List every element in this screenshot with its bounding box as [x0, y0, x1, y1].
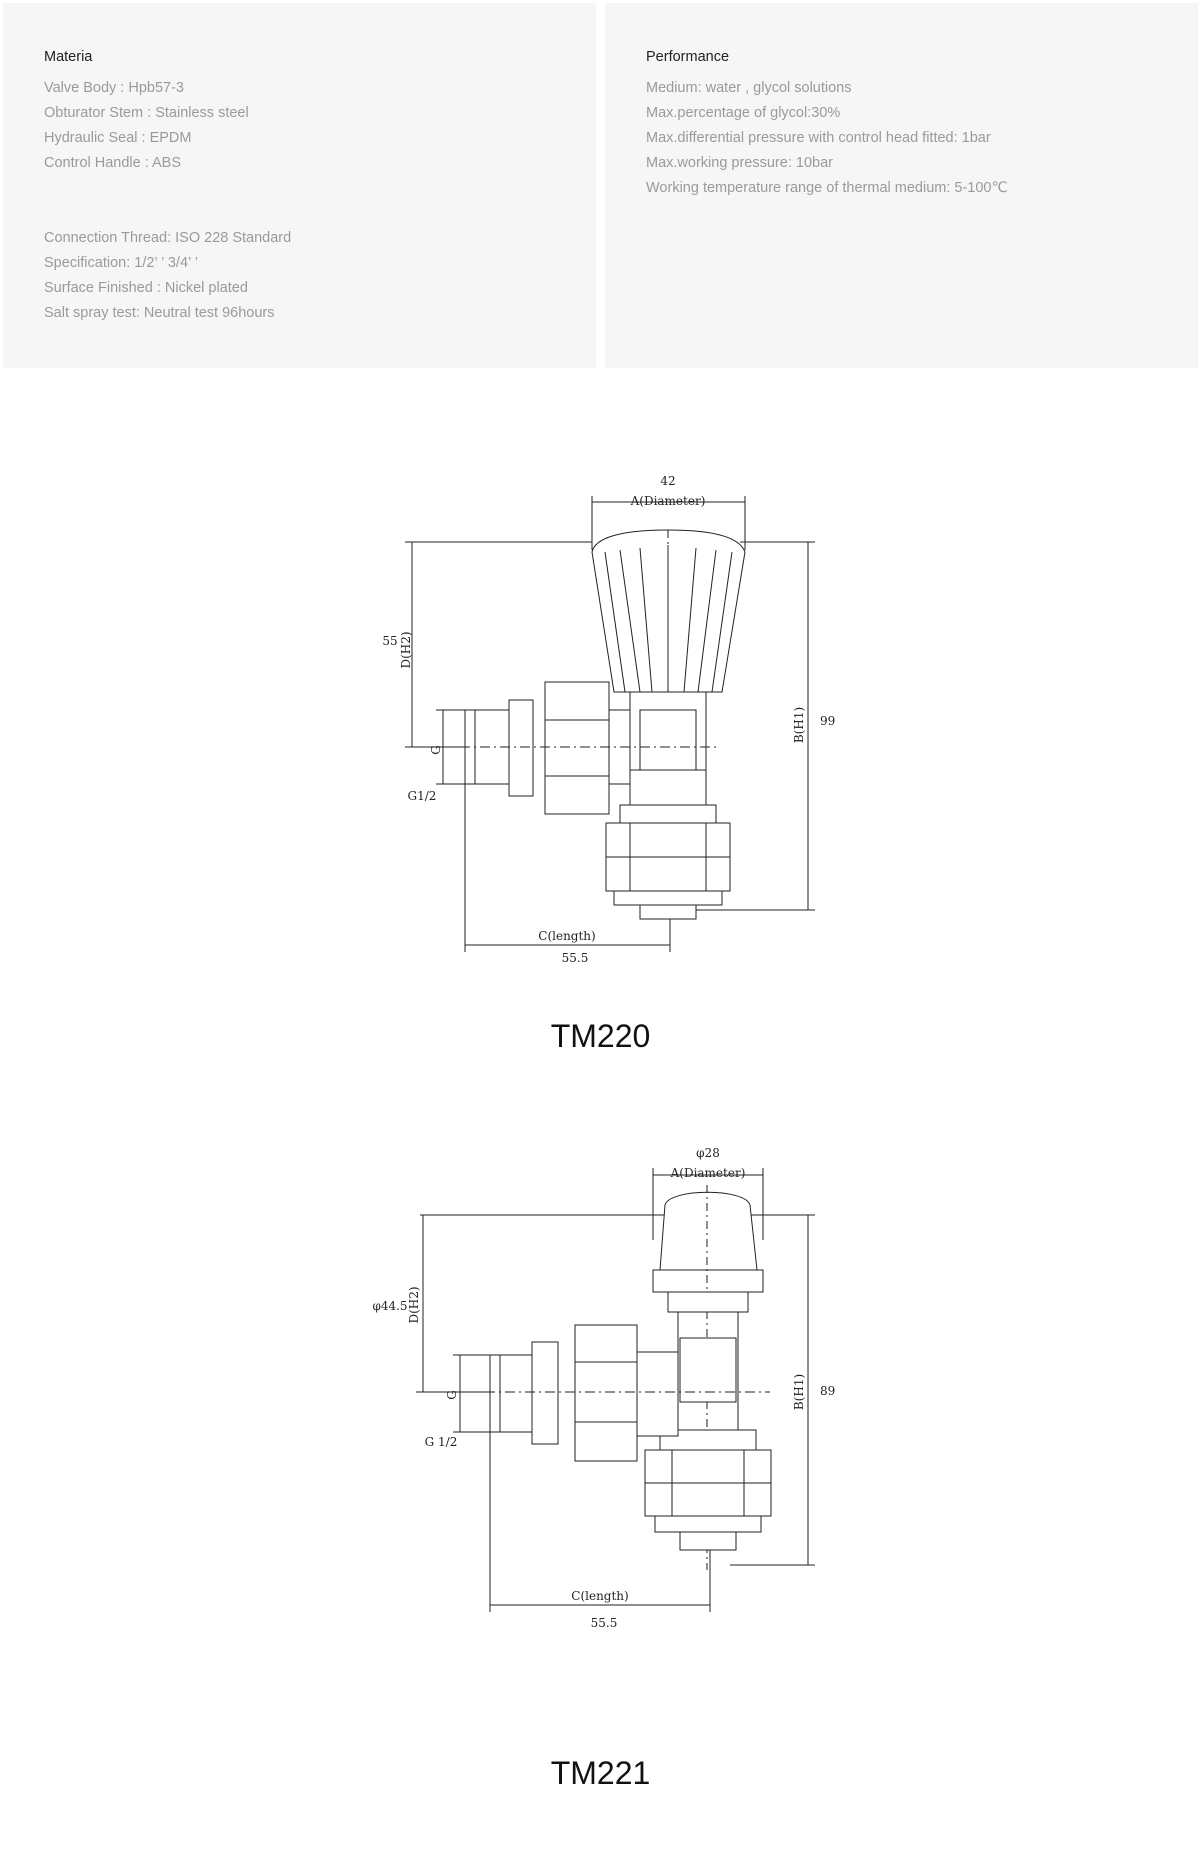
tm221-g-label: G: [445, 1390, 459, 1400]
tm221-model-name: TM221: [550, 1755, 651, 1791]
material-line: Obturator Stem : Stainless steel: [44, 105, 249, 121]
tm221-h2-value: φ44.5: [372, 1299, 408, 1313]
tm220-drawing: [0, 460, 1201, 980]
performance-line: Medium: water , glycol solutions: [646, 80, 852, 96]
tm220-length-label: C(length): [538, 929, 596, 943]
materials-panel: [3, 3, 596, 368]
spec-line: Surface Finished : Nickel plated: [44, 280, 248, 296]
materials-heading: Materia: [44, 49, 93, 65]
performance-line: Max.working pressure: 10bar: [646, 155, 833, 171]
material-line: Valve Body : Hpb57-3: [44, 80, 184, 96]
tm221-diameter-label: A(Diameter): [670, 1166, 746, 1180]
tm220-thread-label: G1/2: [407, 789, 437, 803]
tm220-g-label: G: [429, 745, 443, 755]
tm221-length-value: 55.5: [590, 1616, 618, 1630]
tm220-diameter-value: 42: [660, 474, 676, 488]
spec-line: Connection Thread: ISO 228 Standard: [44, 230, 292, 246]
tm220-h1-value: 99: [820, 714, 836, 728]
material-line: Control Handle : ABS: [44, 155, 182, 171]
performance-heading: Performance: [646, 49, 730, 65]
spec-line: Salt spray test: Neutral test 96hours: [44, 305, 275, 321]
performance-line: Working temperature range of thermal medium: 5-100℃: [646, 180, 1008, 196]
performance-panel: [605, 3, 1198, 368]
spec-line: Specification: 1/2’ ’ 3/4’ ’: [44, 255, 198, 271]
tm221-thread-label: G 1/2: [424, 1435, 458, 1449]
tm221-length-label: C(length): [571, 1589, 629, 1603]
tm220-model-name: TM220: [550, 1018, 651, 1054]
tm221-drawing: [0, 1130, 1201, 1670]
tm221-h2-label: D(H2): [407, 1286, 421, 1324]
tm220-h2-value: 55: [382, 634, 398, 648]
tm220-diameter-label: A(Diameter): [630, 494, 706, 508]
tm220-length-value: 55.5: [561, 951, 589, 965]
tm220-h2-label: D(H2): [399, 631, 413, 669]
tm221-h1-value: 89: [820, 1384, 836, 1398]
material-line: Hydraulic Seal : EPDM: [44, 130, 192, 146]
performance-line: Max.percentage of glycol:30%: [646, 105, 841, 121]
tm220-h1-label: B(H1): [792, 706, 806, 744]
tm221-h1-label: B(H1): [792, 1373, 806, 1411]
tm221-diameter-value: φ28: [696, 1146, 720, 1160]
performance-line: Max.differential pressure with control head fitted: 1bar: [646, 130, 991, 146]
